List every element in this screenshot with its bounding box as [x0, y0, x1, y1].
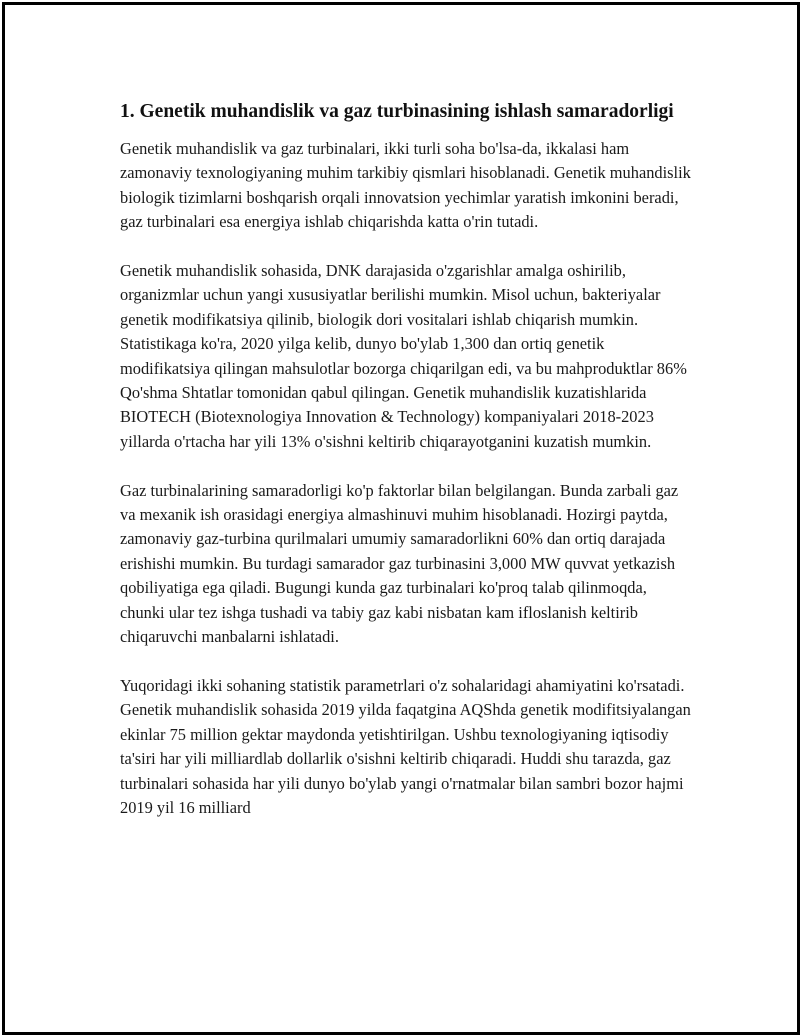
paragraph-gas-turbines: Gaz turbinalarining samaradorligi ko'p faktorlar bilan belgilangan. Bunda zarbali gaz va mexanik ish orasidagi energiya almashinuvi muhim hisoblanadi. Hozirgi paytda, zamonaviy gaz-turbina qurilmalari umumiy samaradorlikni 60% dan ortiq darajada erishishi mumkin. Bu turdagi samarador gaz turbinasini 3,000 MW quvvat yetkazish qobiliyatiga ega qiladi. Bugungi kunda gaz turbinalari ko'proq talab qilinmoqda, chunki ular tez ishga tushadi va tabiy gaz kabi nisbatan kam ifloslanish keltirib chiqaruvchi manbalarni ishlatadi.	[120, 480, 679, 647]
section-heading: 1. Genetik muhandislik va gaz turbinasining ishlash samaradorligi	[120, 101, 674, 122]
page-frame	[2, 2, 800, 1035]
paragraph-intro: Genetik muhandislik va gaz turbinalari, ikki turli soha bo'lsa-da, ikkalasi ham zamonaviy texnologiyaning muhim tarkibiy qismlari hisoblanadi. Genetik muhandislik biologik tizimlarni boshqarish orqali innovatsion yechimlar yaratish imkonini beradi, gaz turbinalari esa energiya ishlab chiqarishda katta o'rin tutadi.	[120, 139, 691, 232]
document-body	[120, 98, 695, 845]
paragraph-genetic-engineering: Genetik muhandislik sohasida, DNK darajasida o'zgarishlar amalga oshirilib, organizmlar uchun yangi xususiyatlar berilishi mumkin. Misol uchun, bakteriyalar genetik modifikatsiya qilinib, biologik dori vositalari ishlab chiqarish mumkin. Statistikaga ko'ra, 2020 yilga kelib, dunyo bo'ylab 1,300 dan ortiq genetik modifikatsiya qilingan mahsulotlar bozorga chiqarilgan edi, va bu mahproduktlar 86% Qo'shma Shtatlar tomonidan qabul qilingan. Genetik muhandislik kuzatishlarida BIOTECH (Biotexnologiya Innovation & Technology) kompaniyalari 2018-2023 yillarda o'rtacha har yili 13% o'sishni keltirib chiqarayotganini kuzatish mumkin.	[120, 261, 687, 451]
paragraph-statistics: Yuqoridagi ikki sohaning statistik parametrlari o'z sohalaridagi ahamiyatini ko'rsatadi. Genetik muhandislik sohasida 2019 yilda faqatgina AQShda genetik modifitsiyalangan ekinlar 75 million gektar maydonda yetishtirilgan. Ushbu texnologiyaning iqtisodiy ta'siri har yili milliardlab dollarlik o'sishni keltirib chiqaradi. Huddi shu tarazda, gaz turbinalari sohasida har yili dunyo bo'ylab yangi o'rnatmalar bilan sambri bozor hajmi 2019 yil 16 milliard	[120, 675, 691, 817]
